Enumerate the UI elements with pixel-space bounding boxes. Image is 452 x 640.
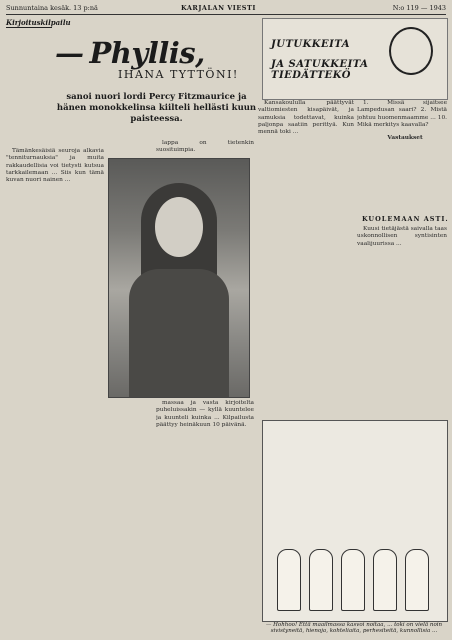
article-col1-text: Tämänkesäisiä seuroja alkavia "tenniturnauksia" ja muita rakkaudellisia voi tietysti kutsua tarkkailemaan ... Siis kun tämä kuvan nuori nainen ... [6,148,104,184]
article-col2b-text: massaa ja vasta kirjoitelta puheluissakin — kyllä kuuntelee ja kuunteli kuinka ... Kilpailusta päättyy heinäkuun 10 päivänä. [156,400,254,428]
comic-figure [405,549,429,611]
kicker-underline [6,27,52,28]
article-title: — Phyllis, [55,36,205,70]
section2-title: KUOLEMAAN ASTI. [362,215,449,223]
section2-text: Kuusi tietäjästä saivalla taas uskonnollisen syntisinten vaalijuurissa ... [357,226,447,247]
article-column-1 [6,148,104,636]
comic-caption: — Hohhoo! Että maailmassa kasvoi noitaa, ... toki on vielä noin sivistyneitä, hienoja, kohteliaita, perhesiteitä, kunnollisia ... [265,622,443,634]
comic-figure [277,549,301,611]
article-subtitle: IHANA TYTTÖNI! [118,68,239,81]
banner-line-1: JUTUKKEITA [271,39,350,50]
section2-column [357,226,447,411]
article-column-2-bottom [156,400,254,635]
portrait-photo [108,158,250,398]
header-newspaper: KARJALAN VIESTI [181,4,256,12]
header-date: Sunnuntaina kesäk. 13 p:nä [6,4,98,12]
section-banner [262,18,448,100]
comic-figure [373,549,397,611]
article-col2-text: lappa on tietenkin suosituimpia. [156,140,254,152]
article-lead: sanoi nuori lordi Percy Fitzmaurice ja hänen monokkelinsa kiilteli hellästi kuun paisteessa. [56,92,257,124]
article-column-2-top [156,140,254,152]
caricature-icon [389,27,433,75]
comic-figure [309,549,333,611]
comic-panel [262,420,448,622]
header-issue: N:o 119 — 1943 [392,4,446,12]
quiz-col4-text: 1. Missä sijaitsee Lampedusan saari? 2. Mistä johtuu huomenmaamme ... 10. Mikä merkitys kaavalla? [357,100,447,128]
banner-line-2: JA SATUKKEITA TIEDÄTTEKÖ [271,59,369,81]
quiz-col3-text: Kansakoululla päättyvät valtiomiesten kisapäivät, ja samuksia todettavat, kuinka paljonpa saatiin perittyä. Kun mennä toki ... [258,100,354,136]
comic-figure [341,549,365,611]
photo-body [129,269,229,397]
photo-face [155,197,203,257]
page-header [6,4,446,14]
header-rule [6,14,446,15]
quiz-answers-title: Vastaukset [387,135,423,142]
article-kicker: Kirjoituskilpailu [6,18,71,27]
article-title-text: Phyllis, [89,36,205,70]
